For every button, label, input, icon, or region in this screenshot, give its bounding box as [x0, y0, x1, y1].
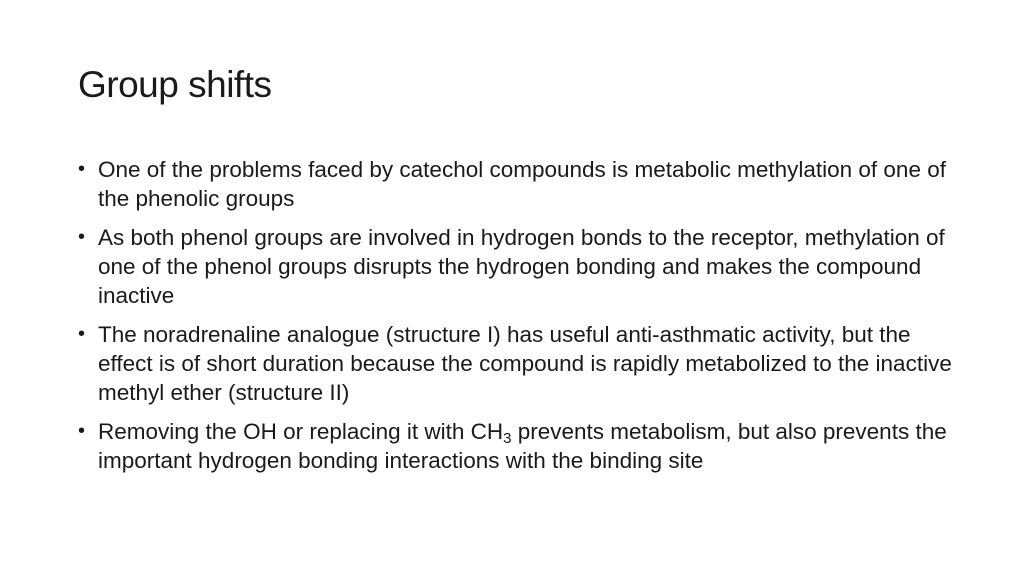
bullet-text-before: Removing the OH or replacing it with CH — [98, 419, 504, 444]
bullet-item — [76, 155, 956, 213]
ch3-subscript: 3 — [503, 430, 512, 447]
bullet-dot: • — [78, 420, 86, 442]
bullet-item — [76, 223, 956, 310]
bullet-item — [76, 417, 956, 475]
bullet-text — [98, 419, 947, 473]
bullet-text: As both phenol groups are involved in hydrogen bonds to the receptor, methylation of one of the phenol groups disrupts the hydrogen bonding and makes the compound inactive — [98, 225, 945, 308]
slide-title: Group shifts — [78, 64, 272, 105]
bullet-list — [76, 155, 956, 485]
bullet-text: The noradrenaline analogue (structure I) has useful anti-asthmatic activity, but the effect is of short duration because the compound is rapidly metabolized to the inactive methyl ether (structure II) — [98, 322, 952, 405]
bullet-text-after: prevents metabolism, but also prevents the important hydrogen bonding interactions with the binding site — [98, 419, 947, 473]
bullet-dot: • — [78, 158, 86, 180]
bullet-item — [76, 320, 956, 407]
bullet-dot: • — [78, 226, 86, 248]
bullet-text: One of the problems faced by catechol compounds is metabolic methylation of one of the phenolic groups — [98, 157, 946, 211]
bullet-dot: • — [78, 323, 86, 345]
